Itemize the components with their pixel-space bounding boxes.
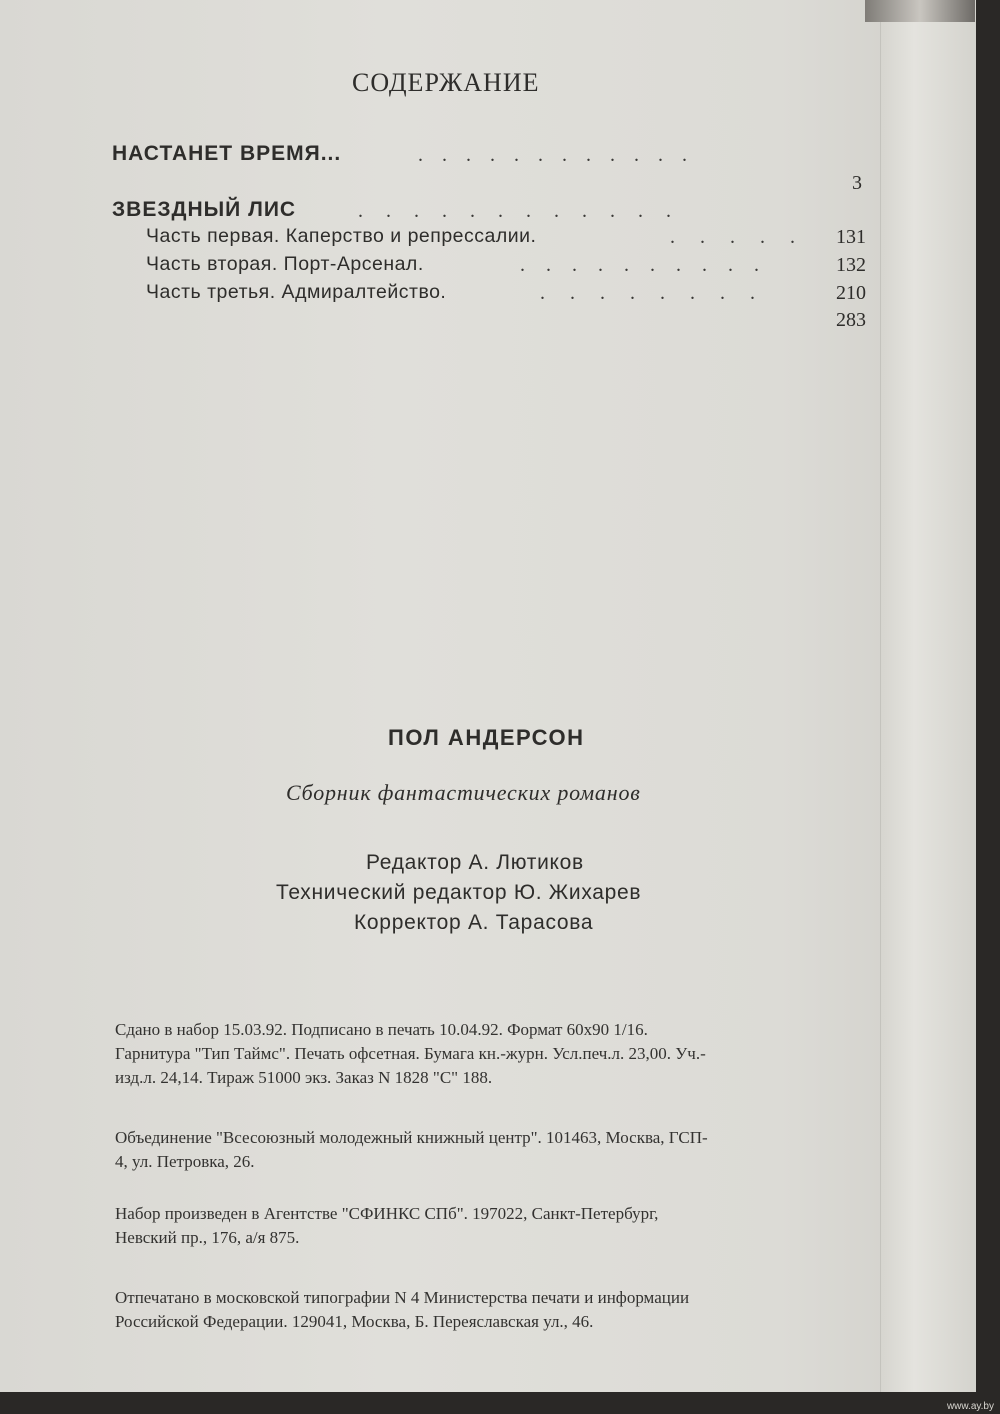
toc-title: СОДЕРЖАНИЕ — [352, 68, 540, 97]
toc-entry-4-page: 210 — [836, 282, 866, 304]
imprint-line: Российской Федерации. 129041, Москва, Б. Переяславская ул., 46. — [115, 1312, 594, 1331]
imprint-line: изд.л. 24,14. Тираж 51000 экз. Заказ N 1828 "С" 188. — [115, 1068, 493, 1087]
toc-entry-2-dots: . . . . . . . . . . . . — [358, 200, 671, 222]
imprint-publisher — [115, 1126, 865, 1174]
imprint-typesetting — [115, 1202, 865, 1250]
proofreader-credit: Корректор А. Тарасова — [354, 911, 594, 934]
toc-entry-5-label: Часть третья. Адмиралтейство. — [146, 281, 447, 303]
toc-entry-4-dots: . . . . . . . . . . — [520, 254, 759, 276]
toc-entry-2-page: 131 — [836, 226, 866, 248]
imprint-print-details — [115, 1018, 865, 1090]
toc-entry-4-label: Часть вторая. Порт-Арсенал. — [146, 253, 424, 275]
page-corner — [865, 0, 975, 22]
toc-entry-3-dots: . . . . . — [670, 226, 795, 248]
toc-entry-5-page: 283 — [836, 309, 866, 331]
imprint-line: Отпечатано в московской типографии N 4 Министерства печати и информации — [115, 1288, 690, 1307]
imprint-line: Объединение "Всесоюзный молодежный книжный центр". 101463, Москва, ГСП- — [115, 1128, 708, 1147]
toc-entry-3-page: 132 — [836, 254, 866, 276]
toc-entry-2-label: ЗВЕЗДНЫЙ ЛИС — [112, 198, 297, 221]
toc-entry-1-page: 3 — [852, 172, 862, 194]
editor-credit: Редактор А. Лютиков — [366, 851, 584, 874]
tech-editor-credit: Технический редактор Ю. Жихарев — [276, 881, 642, 904]
imprint-line: Сдано в набор 15.03.92. Подписано в печать 10.04.92. Формат 60x90 1/16. — [115, 1020, 648, 1039]
site-watermark: www.ay.by — [946, 1401, 994, 1412]
imprint-line: Невский пр., 176, а/я 875. — [115, 1228, 300, 1247]
book-subtitle: Сборник фантастических романов — [286, 780, 641, 805]
toc-entry-5-dots: . . . . . . . . — [540, 282, 755, 304]
toc-entry-1-dots: . . . . . . . . . . . . — [418, 144, 687, 166]
page-edge — [880, 0, 976, 1392]
author-name: ПОЛ АНДЕРСОН — [388, 725, 585, 750]
toc-entry-3-label: Часть первая. Каперство и репрессалии. — [146, 225, 537, 247]
imprint-line: Гарнитура "Тип Таймс". Печать офсетная. Бумага кн.-журн. Усл.печ.л. 23,00. Уч.- — [115, 1044, 706, 1063]
imprint-line: 4, ул. Петровка, 26. — [115, 1152, 255, 1171]
toc-entry-1-label: НАСТАНЕТ ВРЕМЯ... — [112, 142, 342, 165]
imprint-line: Набор произведен в Агентстве "СФИНКС СПб". 197022, Санкт-Петербург, — [115, 1204, 659, 1223]
imprint-printing-house — [115, 1286, 865, 1334]
